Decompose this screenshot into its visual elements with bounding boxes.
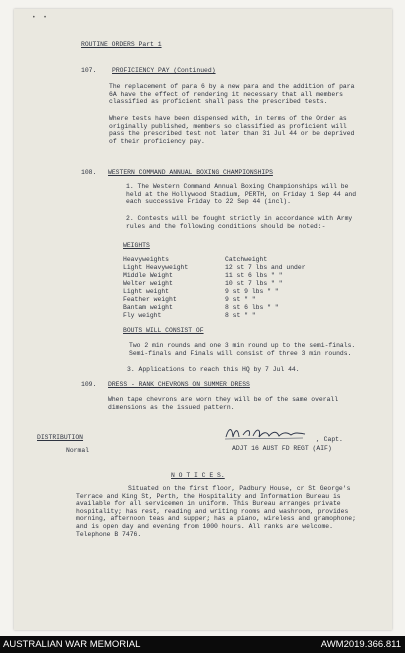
weight-class-name: Welter weight — [123, 280, 173, 287]
weight-class-limit: 11 st 6 lbs " " — [225, 272, 283, 279]
notices-text: Situated on the first floor, Padbury House, cr St George's Terrace and King St, Perth, the Hospitality and Information Bureau is available for all servicemen in uniform. This Bureau arranges private hospitality; has rest, reading and writing rooms and washroom, provides morning, afternoon teas and supper; has a piano, wireless and gramophone; and is open day and evening from 1000 hours. All ranks are welcome. Telephone B 7476. — [76, 485, 356, 538]
document-heading: ROUTINE ORDERS Part 1 — [81, 41, 162, 48]
distribution-value: Normal — [66, 447, 90, 454]
weight-class-limit: 8 st 6 lbs " " — [225, 304, 279, 311]
distribution-label: DISTRIBUTION — [37, 434, 84, 441]
weight-class-name: Feather weight — [123, 296, 177, 303]
document-page — [14, 9, 392, 630]
item-107-number: 107. — [81, 67, 97, 74]
weight-class-limit: 12 st 7 lbs and under — [225, 264, 306, 271]
footer-collection-name: AUSTRALIAN WAR MEMORIAL — [3, 639, 141, 650]
bouts-heading: BOUTS WILL CONSIST OF — [123, 327, 204, 334]
weight-class-name: Light Heavyweight — [123, 264, 189, 271]
item-108-number: 108. — [81, 169, 97, 176]
item-109-text: When tape chevrons are worn they will be of the same overall dimensions as the issued pattern. — [108, 396, 339, 411]
weights-heading: WEIGHTS — [123, 242, 150, 249]
weight-class-name: Fly weight — [123, 312, 162, 319]
item-107-para2: Where tests have been dispensed with, in terms of the Order as originally published, members so classified as proficient will pass the prescribed test not later than 31 Jul 44 or be deprived of their proficiency pay. — [109, 115, 355, 145]
weight-class-limit: 9 st " " — [225, 296, 256, 303]
bouts-text: Two 2 min rounds and one 3 min round up to the semi-finals. Semi-finals and Finals will consist of three 3 min rounds. — [129, 342, 356, 357]
handwritten-signature — [223, 423, 313, 443]
item-108-para1: 1. The Western Command Annual Boxing Championships will be held at the Hollywood Stadium, PERTH, on Friday 1 Sep 44 and each successive Friday to 22 Sep 44 (incl). — [126, 183, 357, 206]
signature-rank: , Capt. — [316, 436, 343, 443]
weight-class-limit: 9 st 9 lbs " " — [225, 288, 279, 295]
weight-class-name: Light weight — [123, 288, 170, 295]
footer-accession-number: AWM2019.366.811 — [320, 639, 401, 650]
footer-bar — [0, 636, 405, 653]
item-108-para3: 3. Applications to reach this HQ by 7 Jul 44. — [127, 366, 300, 373]
hole-punch-marks: • • — [32, 14, 49, 21]
signature-unit: ADJT 16 AUST FD REGT (AIF) — [232, 445, 332, 452]
weight-class-name: Bantam weight — [123, 304, 173, 311]
weight-class-name: Middle Weight — [123, 272, 173, 279]
item-107-para1: The replacement of para 6 by a new para and the addition of para 6A have the effect of rendering it necessary that all members classified as proficient shall pass the prescribed tests. — [109, 83, 355, 106]
item-108-para2: 2. Contests will be fought strictly in accordance with Army rules and the following conditions should be noted:- — [126, 215, 353, 230]
item-108-title: WESTERN COMMAND ANNUAL BOXING CHAMPIONSHIPS — [108, 169, 273, 176]
item-109-number: 109. — [81, 381, 97, 388]
item-109-title: DRESS - RANK CHEVRONS ON SUMMER DRESS — [108, 381, 250, 388]
item-107-title: PROFICIENCY PAY (Continued) — [112, 67, 216, 74]
notices-heading: N O T I C E S. — [171, 472, 225, 479]
weight-class-name: Heavyweights — [123, 256, 170, 263]
weight-class-limit: 10 st 7 lbs " " — [225, 280, 283, 287]
weight-class-limit: 8 st " " — [225, 312, 256, 319]
weight-class-limit: Catchweight — [225, 256, 268, 263]
